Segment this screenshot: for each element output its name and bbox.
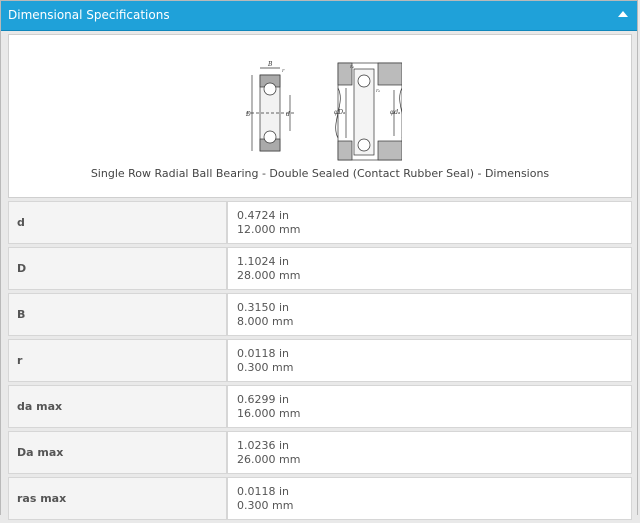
spec-label: d [8,201,227,244]
svg-text:r: r [282,68,285,74]
spec-value [227,293,632,336]
collapse-arrow-icon[interactable] [618,11,628,17]
spec-value-mm: 26.000 mm [237,452,301,466]
spec-value [227,339,632,382]
spec-label: D [8,247,227,290]
spec-row [8,201,632,244]
spec-row [8,339,632,382]
spec-value-inch: 0.0118 in [237,484,290,498]
spec-row [8,293,632,336]
diagram-caption: Single Row Radial Ball Bearing - Double Sealed (Contact Rubber Seal) - Dimensions [90,167,550,180]
specifications-table [8,198,632,523]
spec-row [8,247,632,290]
spec-label: Da max [8,431,227,474]
spec-value [227,477,632,520]
spec-value [227,247,632,290]
svg-text:rₐ: rₐ [376,88,381,94]
spec-label: ras max [8,477,227,520]
bearing-diagram-box [8,34,632,198]
svg-text:D: D [246,111,251,118]
spec-value-inch: 1.0236 in [237,438,290,452]
spec-label: B [8,293,227,336]
svg-text:φdₐ: φdₐ [390,109,401,116]
spec-value-inch: 0.0118 in [237,346,290,360]
spec-label: da max [8,385,227,428]
svg-text:d: d [286,111,290,118]
svg-text:rₐ: rₐ [350,64,355,70]
svg-text:B: B [268,61,273,68]
spec-value [227,201,632,244]
svg-text:φDₐ: φDₐ [334,109,346,116]
bearing-dimensions-diagram [242,58,402,163]
spec-value-inch: 0.4724 in [237,208,290,222]
spec-value-mm: 12.000 mm [237,222,301,236]
spec-value-inch: 1.1024 in [237,254,290,268]
spec-value-inch: 0.6299 in [237,392,290,406]
spec-value-mm: 0.300 mm [237,360,294,374]
spec-row [8,431,632,474]
spec-value-mm: 16.000 mm [237,406,301,420]
spec-value-mm: 28.000 mm [237,268,301,282]
panel-title: Dimensional Specifications [8,8,170,22]
spec-row [8,477,632,520]
spec-label: r [8,339,227,382]
spec-value-inch: 0.3150 in [237,300,290,314]
spec-row [8,385,632,428]
spec-value [227,385,632,428]
spec-value [227,431,632,474]
spec-value-mm: 8.000 mm [237,314,294,328]
spec-value-mm: 0.300 mm [237,498,294,512]
panel-header[interactable] [1,1,637,31]
